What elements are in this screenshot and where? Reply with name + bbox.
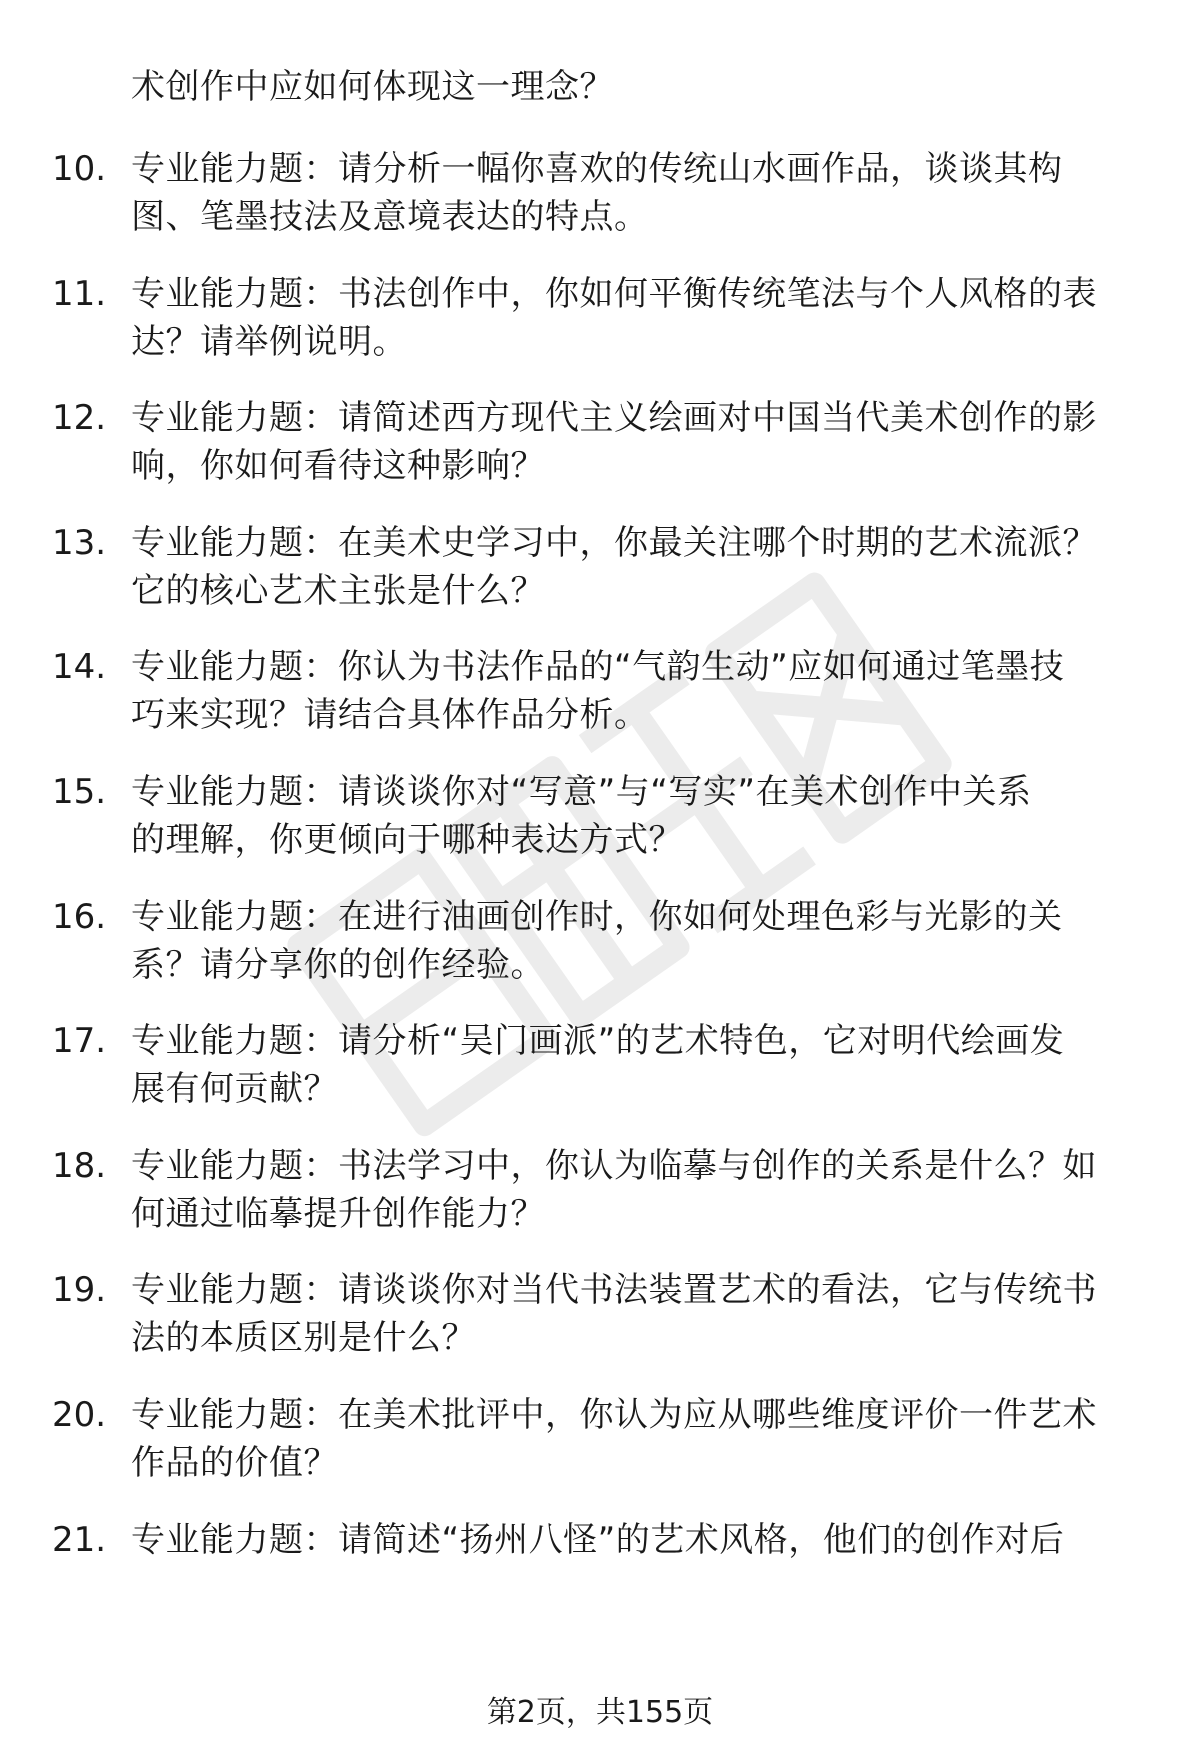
question-line: 专业能力题：在美术批评中，你认为应从哪些维度评价一件艺术 (131, 1394, 1097, 1435)
question-number: 14. (52, 647, 107, 688)
question-number: 12. (52, 398, 107, 439)
question-line: 达？请举例说明。 (131, 321, 407, 362)
question-text (131, 394, 1141, 490)
question-line: 专业能力题：在美术史学习中，你最关注哪个时期的艺术流派？ (131, 522, 1097, 563)
question-line: 专业能力题：请简述西方现代主义绘画对中国当代美术创作的影 (131, 398, 1097, 439)
list-item (0, 270, 1200, 395)
question-list (0, 145, 1200, 1640)
question-line: 专业能力题：请谈谈你对当代书法装置艺术的看法，它与传统书 (131, 1270, 1097, 1311)
question-text (131, 1017, 1141, 1113)
list-item (0, 1516, 1200, 1641)
question-text (131, 519, 1141, 615)
question-line: 专业能力题：在进行油画创作时，你如何处理色彩与光影的关 (131, 896, 1063, 937)
question-line: 图、笔墨技法及意境表达的特点。 (131, 197, 649, 237)
question-text (131, 1516, 1141, 1564)
list-item (0, 1266, 1200, 1391)
question-line: 专业能力题：请简述“扬州八怪”的艺术风格，他们的创作对后 (131, 1519, 1065, 1560)
question-text (131, 643, 1141, 739)
question-text (131, 768, 1141, 864)
question-line: 它的核心艺术主张是什么？ (131, 570, 545, 611)
question-line: 响，你如何看待这种影响？ (131, 446, 545, 487)
question-line: 的理解，你更倾向于哪种表达方式？ (131, 819, 683, 860)
question-line: 法的本质区别是什么？ (131, 1318, 476, 1359)
question-number: 11. (52, 273, 107, 314)
question-text (131, 1391, 1141, 1487)
question-number: 13. (52, 522, 107, 563)
page-footer: 第2页，共155页 (486, 1695, 714, 1730)
question-number: 21. (52, 1519, 107, 1560)
question-line: 展有何贡献？ (131, 1069, 338, 1110)
list-item (0, 643, 1200, 768)
list-item (0, 893, 1200, 1018)
question-line: 专业能力题：书法学习中，你认为临摹与创作的关系是什么？如 (131, 1145, 1097, 1186)
question-line: 系？请分享你的创作经验。 (131, 944, 545, 985)
list-item (0, 519, 1200, 644)
list-item (0, 1017, 1200, 1142)
list-item (0, 768, 1200, 893)
question-number: 19. (52, 1270, 107, 1311)
question-line: 作品的价值？ (131, 1442, 338, 1483)
list-item (0, 394, 1200, 519)
question-text (131, 270, 1141, 366)
question-number: 20. (52, 1394, 107, 1435)
question-line: 专业能力题：请分析一幅你喜欢的传统山水画作品，谈谈其构 (131, 149, 1063, 189)
question-line: 巧来实现？请结合具体作品分析。 (131, 695, 649, 736)
question-text (131, 1266, 1141, 1362)
question-number: 15. (52, 771, 107, 812)
question-text (131, 145, 1141, 241)
list-item (0, 1142, 1200, 1267)
question-text (131, 893, 1141, 989)
list-item (0, 145, 1200, 270)
question-line: 专业能力题：书法创作中，你如何平衡传统笔法与个人风格的表 (131, 273, 1097, 314)
continued-question-text: 术创作中应如何体现这一理念？ (131, 67, 614, 107)
question-number: 10. (52, 149, 107, 189)
question-line: 何通过临摹提升创作能力？ (131, 1193, 545, 1234)
question-text (131, 1142, 1141, 1238)
question-line: 专业能力题：请谈谈你对“写意”与“写实”在美术创作中关系 (131, 771, 1032, 812)
question-line: 专业能力题：你认为书法作品的“气韵生动”应如何通过笔墨技 (131, 647, 1065, 688)
list-item (0, 1391, 1200, 1516)
question-line: 专业能力题：请分析“吴门画派”的艺术特色，它对明代绘画发 (131, 1021, 1065, 1062)
question-number: 16. (52, 896, 107, 937)
question-number: 18. (52, 1145, 107, 1186)
question-number: 17. (52, 1021, 107, 1062)
